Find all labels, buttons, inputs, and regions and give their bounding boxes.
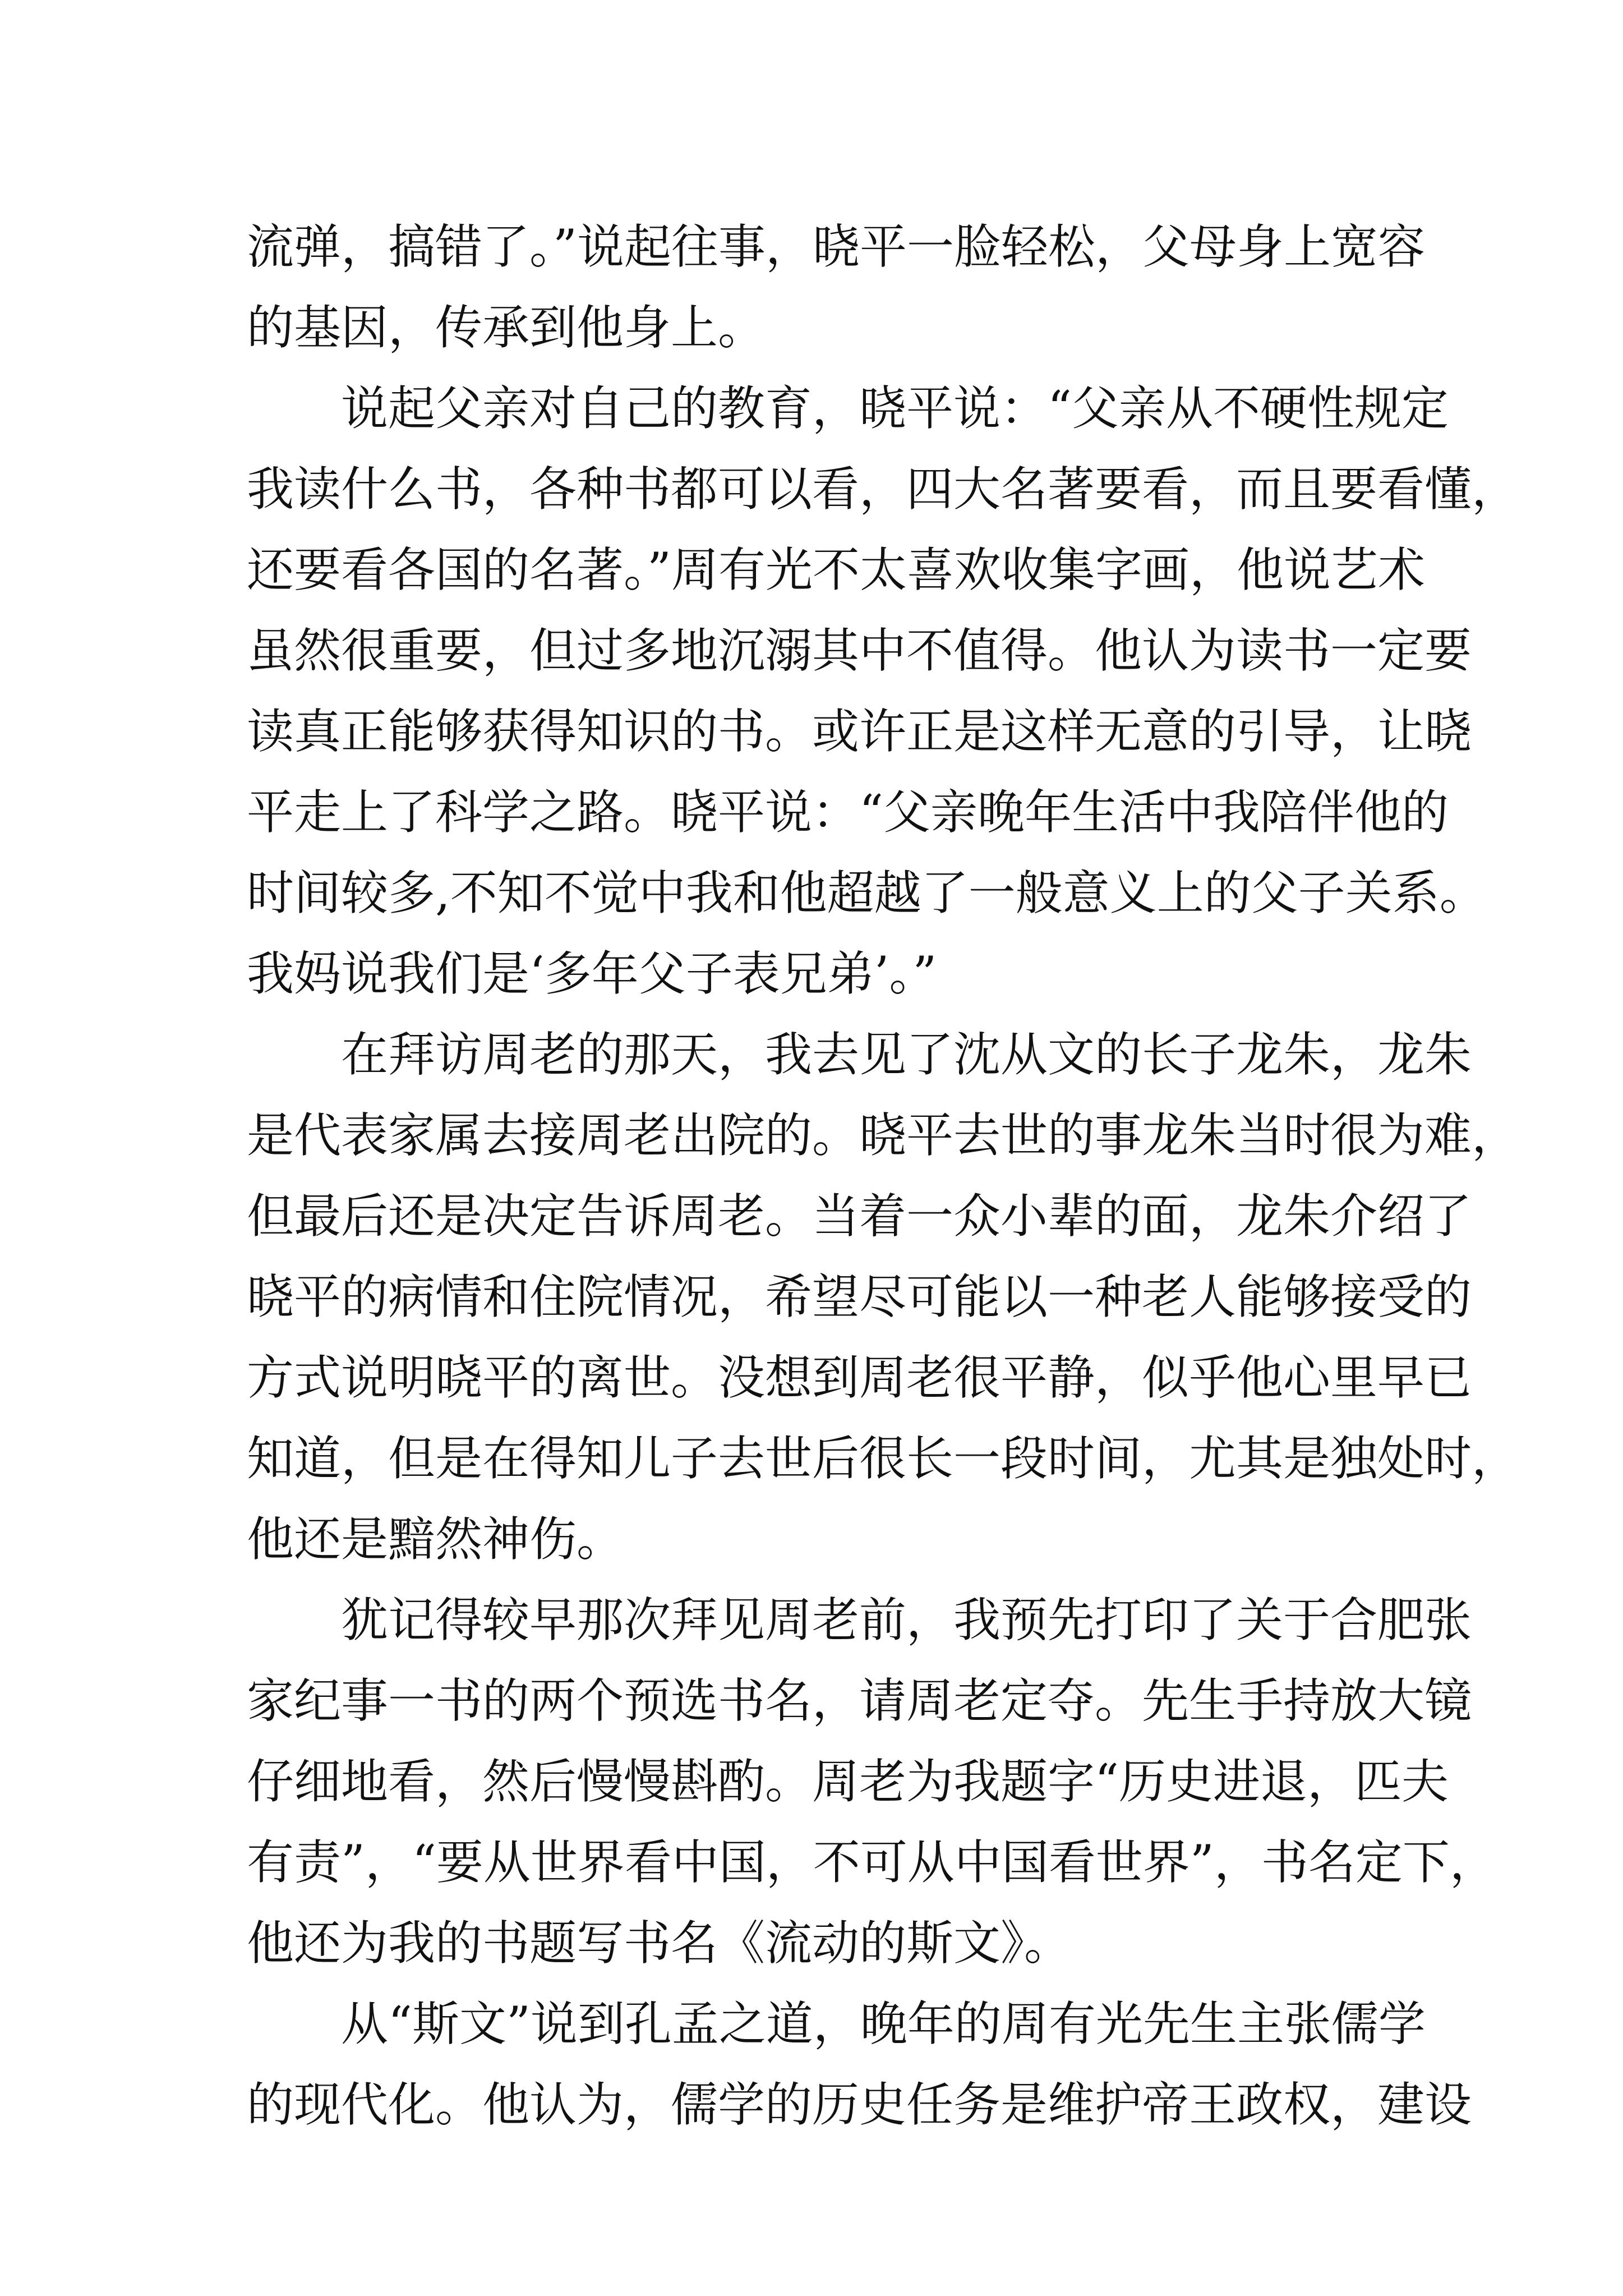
text-line: 有责”，“要从世界看中国，不可从中国看世界”，书名定下， [247,1835,1497,1890]
text-line: 还要看各国的名著。”周有光不太喜欢收集字画，他说艺术 [247,542,1425,597]
text-line: 在拜访周老的那天，我去见了沈从文的长子龙朱，龙朱 [341,1027,1472,1082]
text-line: 的基因，传承到他身上。 [247,300,766,355]
paragraph-4 [247,1580,1497,1984]
text-line: 他还是黯然神伤。 [247,1512,624,1567]
paragraph-1 [247,206,1425,368]
text-line: 仔细地看，然后慢慢斟酌。周老为我题字“历史进退，匹夫 [247,1754,1449,1809]
text-line: 知道，但是在得知儿子去世后很长一段时间，尤其是独处时， [247,1431,1519,1486]
text-line: 我读什么书，各种书都可以看，四大名著要看，而且要看懂， [247,462,1519,517]
text-line: 犹记得较早那次拜见周老前，我预先打印了关于合肥张 [341,1593,1472,1648]
text-line: 是代表家属去接周老出院的。晓平去世的事龙朱当时很为难， [247,1108,1519,1163]
text-line: 方式说明晓平的离世。没想到周老很平静，似乎他心里早已 [247,1350,1472,1405]
body-text [247,206,1519,2145]
text-line: 的现代化。他认为，儒学的历史任务是维护帝王政权，建设 [247,2077,1472,2132]
text-line: 说起父亲对自己的教育，晓平说：“父亲从不硬性规定 [341,381,1449,436]
paragraph-2 [247,368,1519,1014]
text-line: 时间较多,不知不觉中我和他超越了一般意义上的父子关系。 [247,866,1487,921]
text-line: 我妈说我们是‘多年父子表兄弟’。” [247,946,937,1001]
text-line: 平走上了科学之路。晓平说：“父亲晚年生活中我陪伴他的 [247,785,1449,840]
text-line: 他还为我的书题写书名《流动的斯文》。 [247,1916,1072,1971]
text-line: 从“斯文”说到孔孟之道，晚年的周有光先生主张儒学 [341,1996,1426,2051]
paragraph-3 [247,1014,1519,1580]
text-line: 但最后还是决定告诉周老。当着一众小辈的面，龙朱介绍了 [247,1189,1472,1244]
text-line: 家纪事一书的两个预选书名，请周老定夺。先生手持放大镜 [247,1673,1472,1728]
text-line: 晓平的病情和住院情况，希望尽可能以一种老人能够接受的 [247,1269,1472,1324]
text-line: 读真正能够获得知识的书。或许正是这样无意的引导，让晓 [247,704,1472,759]
paragraph-5 [247,1984,1472,2145]
text-line: 流弹，搞错了。”说起往事，晓平一脸轻松，父母身上宽容 [247,219,1425,274]
text-line: 虽然很重要，但过多地沉溺其中不值得。他认为读书一定要 [247,623,1472,678]
